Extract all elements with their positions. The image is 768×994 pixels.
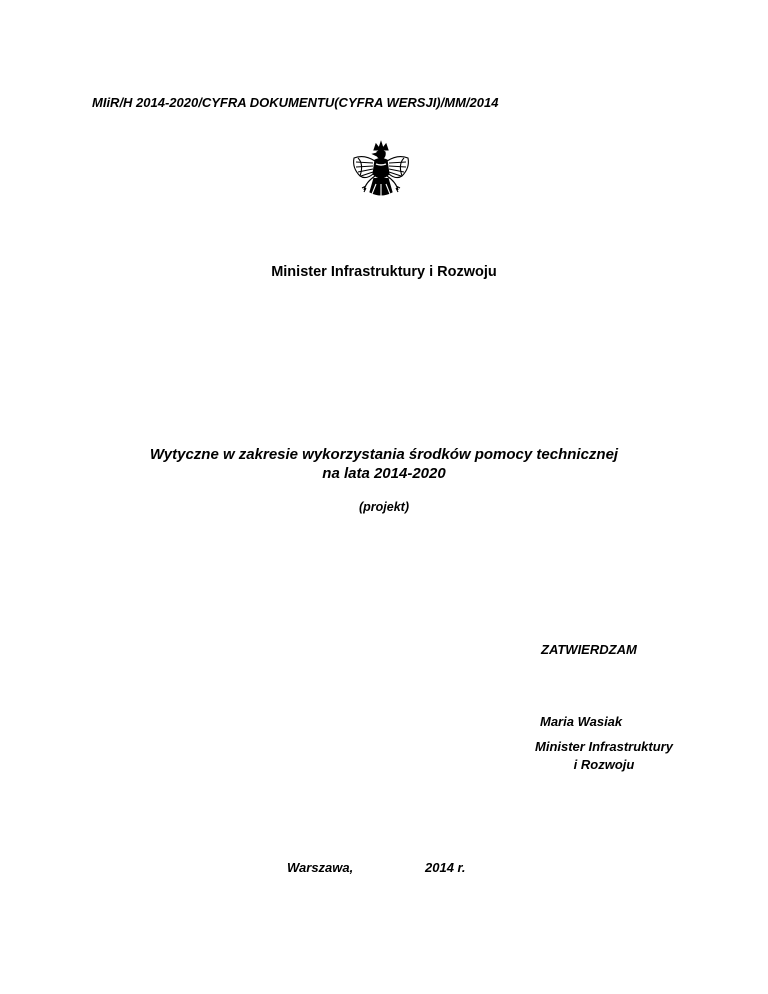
polish-eagle-emblem-icon [346, 140, 416, 210]
document-code: MIiR/H 2014-2020/CYFRA DOKUMENTU(CYFRA WERSJI)/MM/2014 [92, 95, 499, 110]
document-title-line-1: Wytyczne w zakresie wykorzystania środków pomocy technicznej [149, 446, 619, 463]
signer-name: Maria Wasiak [540, 714, 623, 729]
signer-title-line-1: Minister Infrastruktury [535, 739, 673, 754]
signer-title-line-2: i Rozwoju [573, 757, 635, 772]
signer-title [524, 738, 684, 774]
issuer-heading: Minister Infrastruktury i Rozwoju [271, 264, 497, 280]
document-title-line-2: na lata 2014-2020 [322, 465, 446, 482]
place: Warszawa, [287, 860, 354, 875]
document-status: (projekt) [359, 500, 409, 514]
date: 2014 r. [425, 860, 466, 875]
approval-label: ZATWIERDZAM [541, 642, 637, 657]
